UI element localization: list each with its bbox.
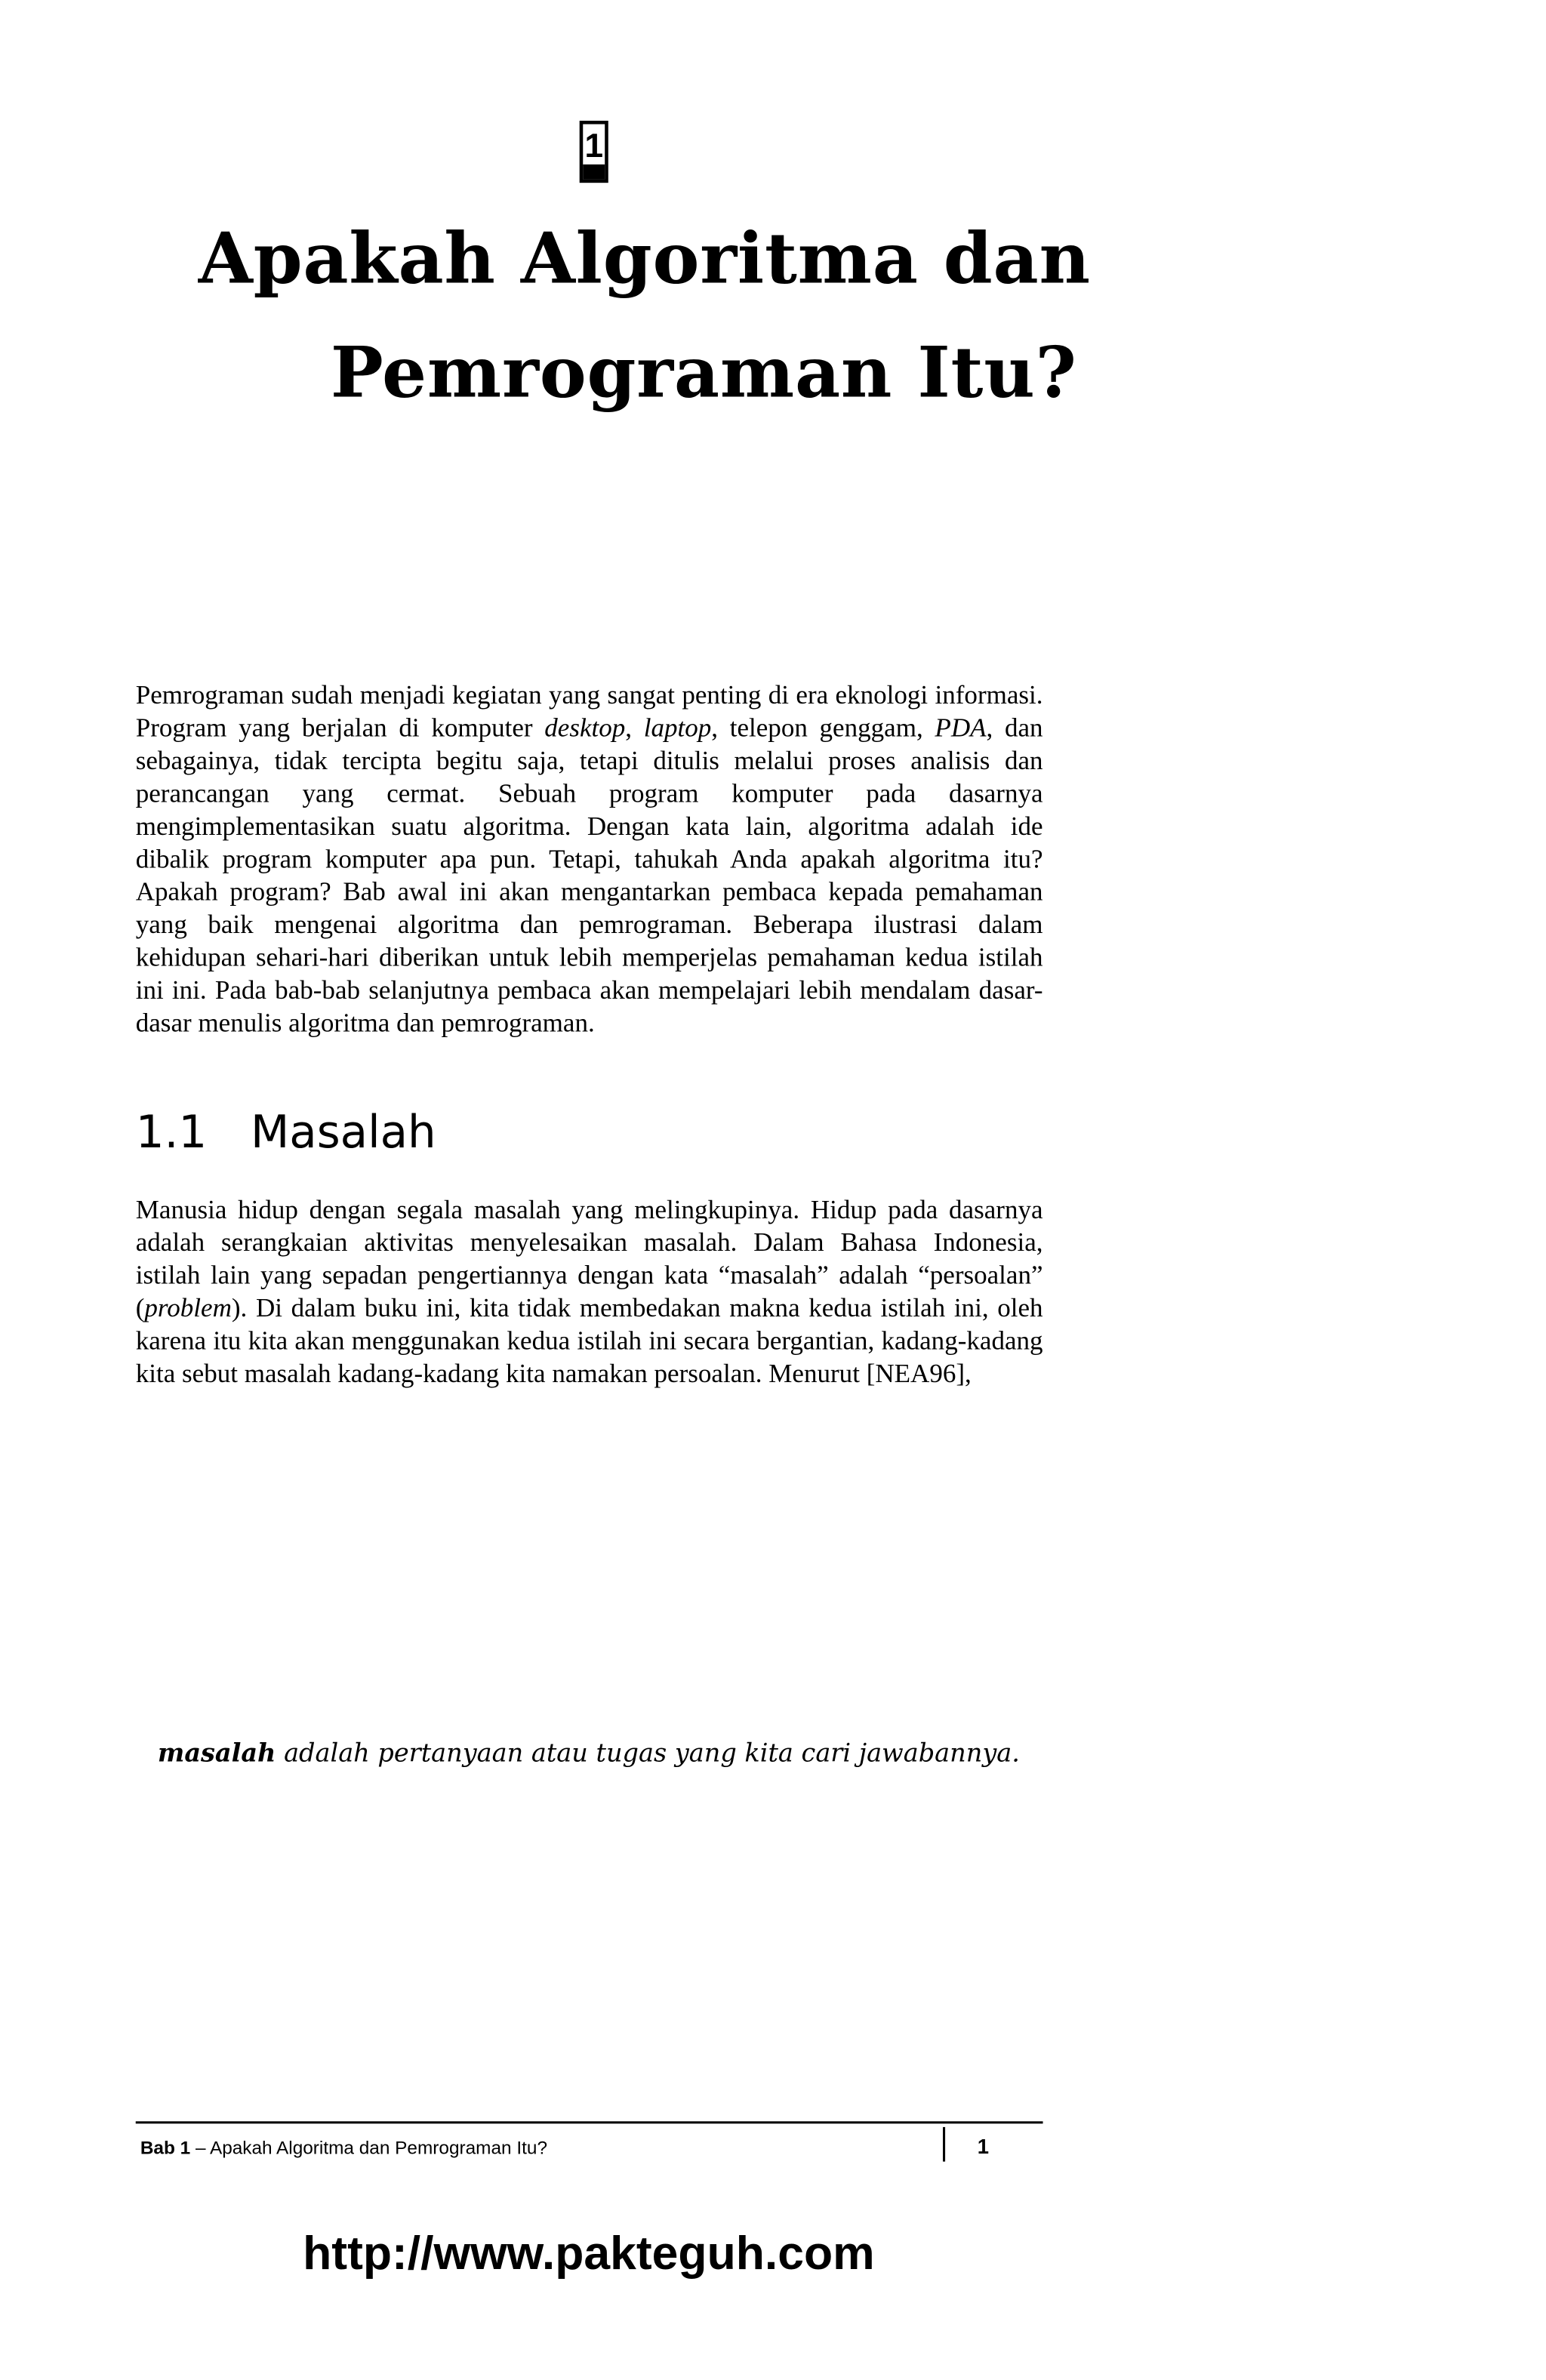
definition-rest: adalah pertanyaan atau tugas yang kita cari jawabannya.	[276, 1738, 1020, 1768]
page-number: 1	[977, 2134, 989, 2159]
chapter-title	[0, 202, 1178, 430]
section-number: 1.1	[135, 1107, 208, 1159]
website-watermark[interactable]: http://www.pakteguh.com	[303, 2227, 875, 2280]
section-heading	[136, 1104, 436, 1161]
masalah-text-after: ). Di dalam buku ini, kita tidak membedakan makna kedua istilah ini, oleh karena itu kita akan menggunakan kedua istilah ini secara bergantian, kadang-kadang kita sebut masalah kadang-kadang kita namakan persoalan. Menurut [NEA96],	[135, 1292, 1043, 1388]
chapter-badge-bar	[583, 165, 605, 180]
intro-text-segment: ,	[625, 713, 644, 743]
chapter-number: 1	[584, 127, 604, 165]
intro-text-segment: , dan sebagainya, tidak tercipta begitu saja, tetapi ditulis melalui proses analisis dan perancangan yang cermat. Sebuah program komputer pada dasarnya mengimplementasikan suatu algoritma. Dengan kata lain, algoritma adalah ide dibalik program komputer apa pun. Tetapi, tahukah Anda apakah algoritma itu? Apakah program? Bab awal ini akan mengantarkan pembaca kepada pemahaman yang baik mengenai algoritma dan pemrograman. Beberapa ilustrasi dalam kehidupan sehari-hari diberikan untuk lebih memperjelas pemahaman kedua istilah ini ini. Pada bab-bab selanjutnya pembaca akan mempelajari lebih mendalam dasar-dasar menulis algoritma dan pemrograman.	[135, 713, 1043, 1037]
intro-paragraph	[136, 679, 1043, 1039]
footer-chapter-label: Bab 1	[140, 2137, 191, 2159]
chapter-title-line2: Pemrograman Itu?	[330, 330, 1077, 414]
intro-emphasis-term: PDA	[935, 713, 987, 743]
running-footer	[140, 2136, 547, 2159]
intro-emphasis-term: laptop	[643, 713, 712, 743]
masalah-text-before: Manusia hidup dengan segala masalah yang melingkupinya. Hidup pada dasarnya adalah serangkaian aktivitas menyelesaikan masalah. Dalam Bahasa Indonesia, istilah lain yang sepadan pengertiannya dengan kata “masalah” adalah “persoalan” (	[135, 1194, 1043, 1322]
intro-text-segment: , telepon genggam,	[711, 713, 935, 743]
intro-text-segment: Pemrograman sudah menjadi kegiatan yang sangat penting di era eknologi informasi. Program yang berjalan di komputer	[135, 679, 1043, 743]
footer-rule	[136, 2121, 1043, 2123]
chapter-title-line1: Apakah Algoritma dan	[198, 217, 1091, 300]
chapter-number-badge	[580, 121, 608, 183]
definition-term: masalah	[157, 1738, 276, 1768]
problem-term: problem	[144, 1292, 232, 1322]
footer-separator	[943, 2127, 945, 2162]
section-title: Masalah	[251, 1107, 436, 1159]
definition-quote	[0, 1736, 1178, 1771]
intro-emphasis-term: desktop	[544, 713, 626, 743]
footer-chapter-title: – Apakah Algoritma dan Pemrograman Itu?	[190, 2137, 548, 2159]
masalah-paragraph	[136, 1193, 1043, 1389]
